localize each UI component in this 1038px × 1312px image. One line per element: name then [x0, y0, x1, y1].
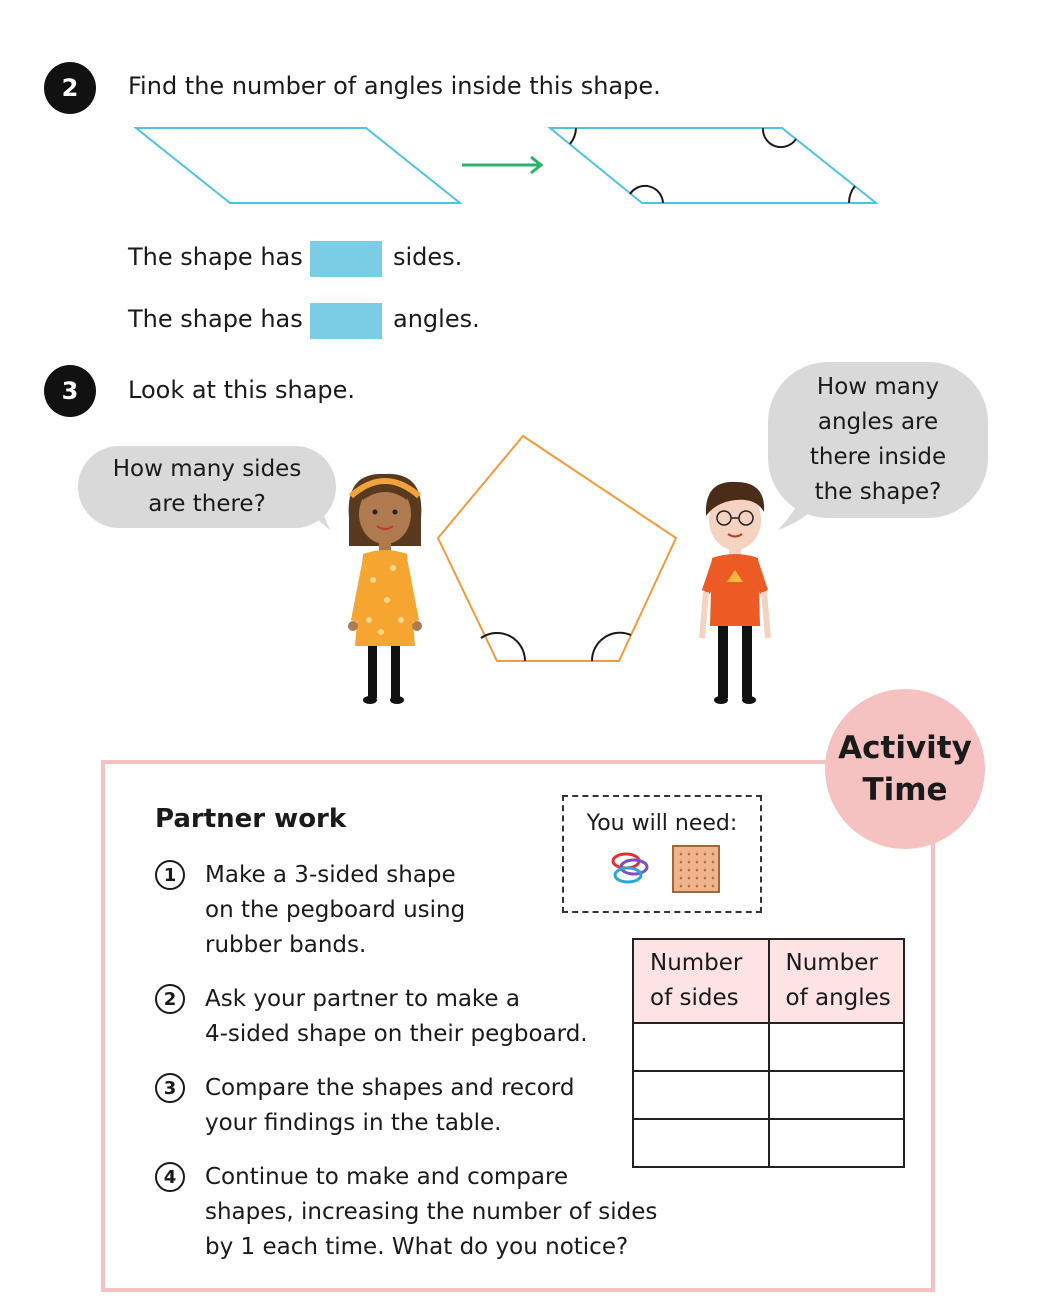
girl-character [335, 470, 435, 710]
header-line: of angles [785, 985, 891, 1011]
activity-badge-line: Time [862, 772, 948, 808]
header-number-of-sides [633, 939, 769, 1023]
boy-speech-bubble [768, 362, 988, 518]
step-line: rubber bands. [205, 932, 367, 958]
step-line: Make a 3-sided shape [205, 862, 456, 888]
rubber-bands-icon [608, 847, 652, 887]
step-line: on the pegboard using [205, 897, 466, 923]
step-line: Continue to make and compare [205, 1164, 569, 1190]
step-1-number: 1 [155, 860, 185, 890]
sides-sentence-end: sides. [393, 243, 463, 271]
materials-box [562, 795, 762, 913]
table-cell[interactable] [769, 1119, 905, 1167]
step-4-text [205, 1160, 657, 1265]
step-line: your findings in the table. [205, 1110, 502, 1136]
step-line: by 1 each time. What do you notice? [205, 1234, 629, 1260]
boy-bubble-line: How many [816, 374, 940, 400]
question-3-prompt: Look at this shape. [128, 376, 356, 404]
table-row [633, 1071, 904, 1119]
step-3-number: 3 [155, 1073, 185, 1103]
pegboard-icon [672, 845, 722, 895]
step-4-number: 4 [155, 1162, 185, 1192]
table-cell[interactable] [633, 1119, 769, 1167]
step-2-number: 2 [155, 984, 185, 1014]
question-3-number: 3 [44, 365, 96, 417]
sides-sentence-start: The shape has [128, 243, 303, 271]
partner-work-title: Partner work [155, 804, 347, 834]
question-2-number: 2 [44, 62, 96, 114]
you-will-need-label: You will need: [586, 811, 738, 836]
header-number-of-angles [769, 939, 905, 1023]
activity-time-badge [825, 689, 985, 849]
table-cell[interactable] [633, 1023, 769, 1071]
question-2-prompt: Find the number of angles inside this shape. [128, 72, 661, 100]
recording-table [632, 938, 905, 1168]
header-line: Number [785, 950, 878, 976]
activity-badge-line: Activity [838, 730, 972, 766]
table-row [633, 1023, 904, 1071]
pentagon-figure [430, 430, 690, 670]
table-cell[interactable] [769, 1023, 905, 1071]
table-cell[interactable] [769, 1071, 905, 1119]
header-line: of sides [650, 985, 739, 1011]
girl-bubble-line: are there? [148, 491, 266, 517]
girl-bubble-line: How many sides [112, 456, 302, 482]
step-line: shapes, increasing the number of sides [205, 1199, 658, 1225]
angles-sentence-start: The shape has [128, 305, 303, 333]
step-1-text [205, 858, 465, 963]
boy-character [690, 478, 780, 710]
table-row [633, 1119, 904, 1167]
step-3-text [205, 1071, 574, 1141]
boy-bubble-line: the shape? [814, 479, 942, 505]
table-cell[interactable] [633, 1071, 769, 1119]
step-line: 4-sided shape on their pegboard. [205, 1021, 588, 1047]
step-line: Compare the shapes and record [205, 1075, 575, 1101]
header-line: Number [650, 950, 743, 976]
step-2-text [205, 982, 588, 1052]
angles-sentence-end: angles. [393, 305, 480, 333]
boy-bubble-line: angles are [817, 409, 939, 435]
step-line: Ask your partner to make a [205, 986, 520, 1012]
girl-speech-bubble [78, 446, 336, 528]
boy-bubble-line: there inside [809, 444, 947, 470]
